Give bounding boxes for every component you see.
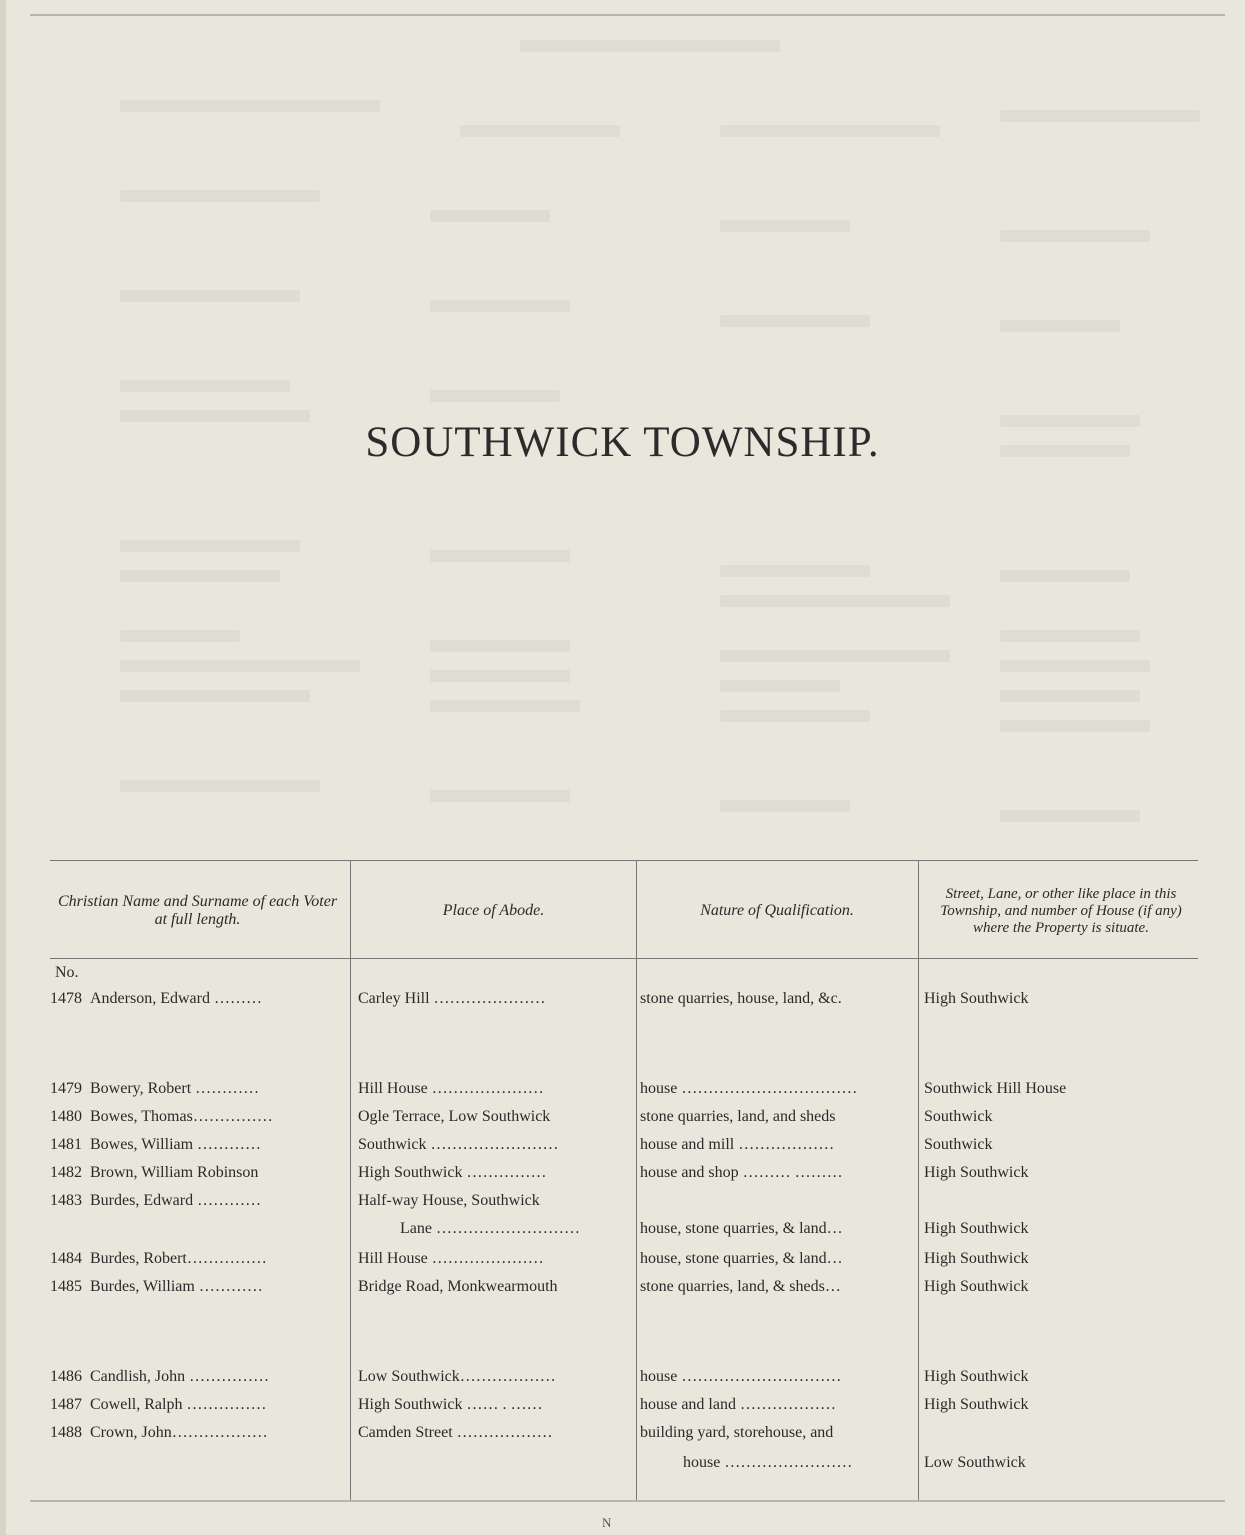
place-of-abode: Hill House ………………… [358, 1250, 544, 1267]
page-title: SOUTHWICK TOWNSHIP. [365, 419, 880, 466]
voter-number: 1487 [50, 1396, 82, 1413]
qualification: house and shop ……… ……… [640, 1164, 843, 1181]
voter-name: Candlish, John …………… [90, 1368, 270, 1385]
qualification: building yard, storehouse, and [640, 1424, 834, 1441]
voter-number: 1482 [50, 1164, 82, 1181]
voter-name: Anderson, Edward ……… [90, 990, 262, 1007]
place-of-abode: Southwick …………………… [358, 1136, 559, 1153]
place-of-abode: High Southwick …… . …… [358, 1396, 543, 1413]
qualification: house …………………………… [640, 1080, 858, 1097]
qualification: house, stone quarries, & land… [640, 1250, 843, 1267]
voter-register-table [38, 860, 1198, 1500]
table-row [38, 1454, 1198, 1480]
voter-name: Burdes, William ………… [90, 1278, 263, 1295]
table-row [38, 1396, 1198, 1422]
table-row [38, 990, 1198, 1016]
property-location: Southwick Hill House [924, 1080, 1067, 1097]
qualification: house, stone quarries, & land… [640, 1220, 843, 1237]
place-of-abode: Lane ……………………… [400, 1220, 580, 1237]
place-of-abode: Camden Street ……………… [358, 1424, 553, 1441]
voter-name: Bowery, Robert ………… [90, 1080, 260, 1097]
table-row [38, 1424, 1198, 1450]
voter-name: Bowes, Thomas…………… [90, 1108, 273, 1125]
property-location: High Southwick [924, 1220, 1029, 1237]
property-location: High Southwick [924, 1250, 1029, 1267]
voter-number: 1486 [50, 1368, 82, 1385]
qualification: house and land ……………… [640, 1396, 836, 1413]
header-place-of-abode: Place of Abode. [442, 902, 545, 919]
property-location: High Southwick [924, 1164, 1029, 1181]
table-row [38, 1220, 1198, 1246]
voter-number: 1479 [50, 1080, 82, 1097]
qualification: house ………………………… [640, 1368, 842, 1385]
qualification: house …………………… [683, 1454, 853, 1471]
place-of-abode: Hill House ………………… [358, 1080, 544, 1097]
voter-name: Burdes, Robert…………… [90, 1250, 267, 1267]
voter-number: 1478 [50, 990, 82, 1007]
property-location: High Southwick [924, 1278, 1029, 1295]
number-label: No. [55, 964, 79, 981]
header-nature-of-qualification: Nature of Qualification. [700, 902, 854, 919]
header-street-location: Street, Lane, or other like place in this Township, and number of House (if any) where the Property is situate. [940, 885, 1182, 936]
header-top-rule [50, 860, 1198, 861]
voter-number: 1481 [50, 1136, 82, 1153]
table-row [38, 1192, 1198, 1218]
voter-name: Burdes, Edward ………… [90, 1192, 262, 1209]
qualification: stone quarries, land, and sheds [640, 1108, 836, 1125]
table-row [38, 1108, 1198, 1134]
table-row [38, 1080, 1198, 1106]
place-of-abode: Low Southwick……………… [358, 1368, 556, 1385]
header-voter-name: Christian Name and Surname of each Voter at full length. [57, 893, 338, 928]
page-mark: N [602, 1515, 612, 1530]
table-row [38, 1136, 1198, 1162]
property-location: High Southwick [924, 1396, 1029, 1413]
property-location: Southwick [924, 1136, 993, 1153]
property-location: High Southwick [924, 990, 1029, 1007]
property-location: High Southwick [924, 1368, 1029, 1385]
page-edge [0, 0, 6, 1535]
qualification: stone quarries, house, land, &c. [640, 990, 842, 1007]
bottom-rule [30, 1500, 1225, 1502]
top-rule [30, 14, 1225, 16]
place-of-abode: Bridge Road, Monkwearmouth [358, 1278, 558, 1295]
table-row [38, 1250, 1198, 1276]
voter-number: 1488 [50, 1424, 82, 1441]
property-location: Low Southwick [924, 1454, 1026, 1471]
voter-name: Cowell, Ralph …………… [90, 1396, 267, 1413]
qualification: house and mill ……………… [640, 1136, 835, 1153]
place-of-abode: Carley Hill ………………… [358, 990, 546, 1007]
property-location: Southwick [924, 1108, 993, 1125]
voter-name: Crown, John……………… [90, 1424, 268, 1441]
place-of-abode: Half-way House, Southwick [358, 1192, 540, 1209]
voter-number: 1480 [50, 1108, 82, 1125]
voter-number: 1484 [50, 1250, 82, 1267]
place-of-abode: High Southwick …………… [358, 1164, 547, 1181]
voter-name: Bowes, William ………… [90, 1136, 262, 1153]
voter-name: Brown, William Robinson [90, 1164, 259, 1181]
voter-number: 1483 [50, 1192, 82, 1209]
table-row [38, 1278, 1198, 1304]
qualification: stone quarries, land, & sheds… [640, 1278, 841, 1295]
header-bottom-rule [50, 958, 1198, 959]
table-row [38, 1368, 1198, 1394]
table-row [38, 1164, 1198, 1190]
voter-number: 1485 [50, 1278, 82, 1295]
place-of-abode: Ogle Terrace, Low Southwick [358, 1108, 551, 1125]
